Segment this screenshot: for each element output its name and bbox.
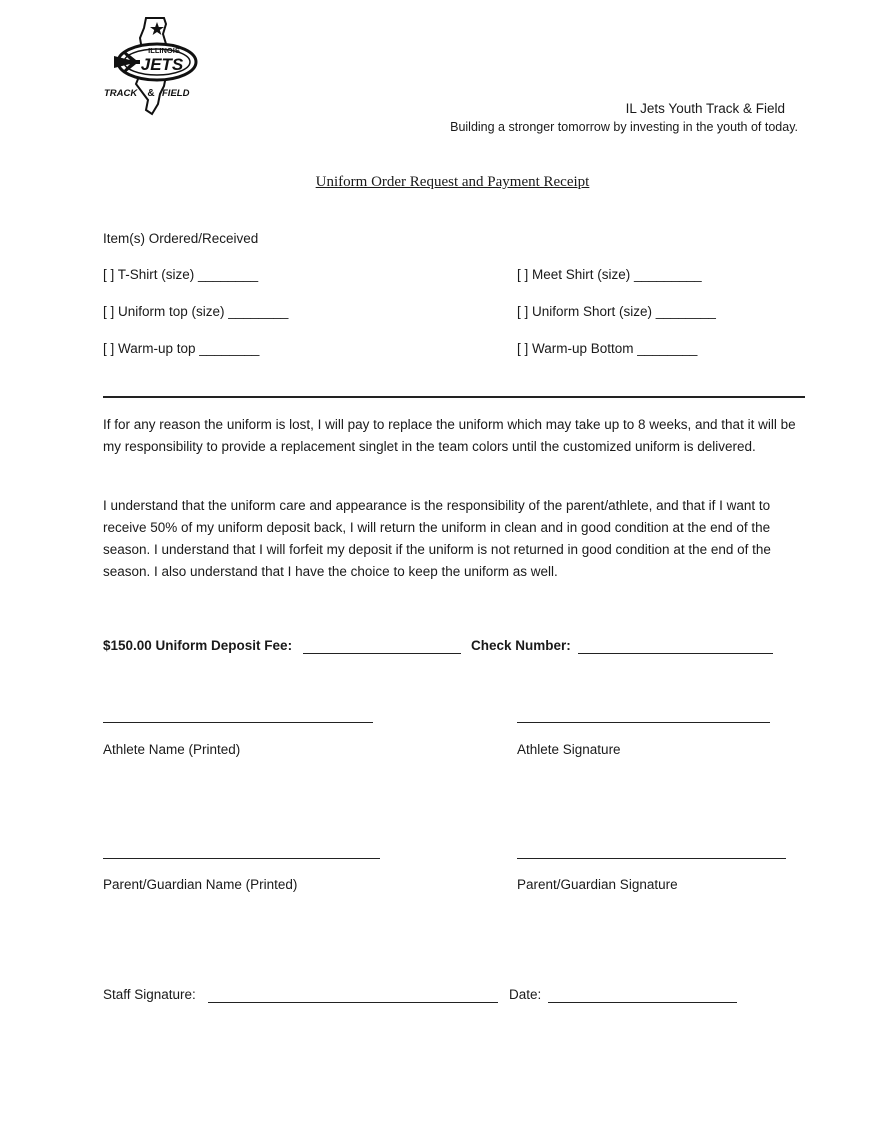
logo-text-ampersand: & bbox=[147, 88, 155, 99]
lost-uniform-paragraph: If for any reason the uniform is lost, I will pay to replace the uniform which may take up to 8 weeks, and that it will be my responsibility to provide a replacement singlet in the team colors until the customized uniform is delivered. bbox=[103, 417, 796, 454]
parent-name-label: Parent/Guardian Name (Printed) bbox=[103, 877, 298, 892]
athlete-signature-label: Athlete Signature bbox=[517, 742, 621, 757]
item-warmup-top[interactable]: [ ] Warm-up top ________ bbox=[103, 341, 260, 356]
logo-text-field: FIELD bbox=[162, 88, 190, 99]
check-number-label: Check Number: bbox=[471, 638, 571, 653]
form-title: Uniform Order Request and Payment Receipt bbox=[315, 174, 590, 190]
item-uniform-short[interactable]: [ ] Uniform Short (size) ________ bbox=[517, 304, 716, 319]
staff-signature-label: Staff Signature: bbox=[103, 987, 196, 1002]
logo-text-main: JETS bbox=[140, 55, 184, 74]
deposit-fee-field[interactable] bbox=[303, 653, 461, 654]
item-tshirt[interactable]: [ ] T-Shirt (size) ________ bbox=[103, 267, 259, 282]
date-label: Date: bbox=[509, 987, 542, 1002]
uniform-care-paragraph: I understand that the uniform care and appearance is the responsibility of the parent/athlete, and that if I want to receive 50% of my uniform deposit back, I will return the uniform in clean and in good condition at the end of the season. I understand that I will forfeit my deposit if the uniform is not returned in good condition at the end of the season. I also understand that I have the choice to keep the uniform as well. bbox=[103, 498, 771, 579]
item-uniform-top[interactable]: [ ] Uniform top (size) ________ bbox=[103, 304, 289, 319]
parent-name-field[interactable] bbox=[103, 858, 380, 859]
items-heading: Item(s) Ordered/Received bbox=[103, 231, 259, 246]
logo-text-track: TRACK bbox=[104, 88, 138, 99]
deposit-fee-label: $150.00 Uniform Deposit Fee: bbox=[103, 638, 293, 653]
section-divider bbox=[103, 396, 805, 398]
athlete-signature-field[interactable] bbox=[517, 722, 770, 723]
item-meet-shirt[interactable]: [ ] Meet Shirt (size) _________ bbox=[517, 267, 702, 282]
athlete-name-label: Athlete Name (Printed) bbox=[103, 742, 241, 757]
date-field[interactable] bbox=[548, 1002, 737, 1003]
parent-signature-field[interactable] bbox=[517, 858, 786, 859]
org-tagline: Building a stronger tomorrow by investing in the youth of today. bbox=[450, 120, 798, 134]
illinois-jets-logo bbox=[100, 14, 204, 118]
parent-signature-label: Parent/Guardian Signature bbox=[517, 877, 678, 892]
check-number-field[interactable] bbox=[578, 653, 773, 654]
logo-text-top: ILLINOIS bbox=[148, 46, 180, 55]
item-warmup-bottom[interactable]: [ ] Warm-up Bottom ________ bbox=[517, 341, 698, 356]
athlete-name-field[interactable] bbox=[103, 722, 373, 723]
staff-signature-field[interactable] bbox=[208, 1002, 498, 1003]
org-name: IL Jets Youth Track & Field bbox=[625, 101, 785, 116]
